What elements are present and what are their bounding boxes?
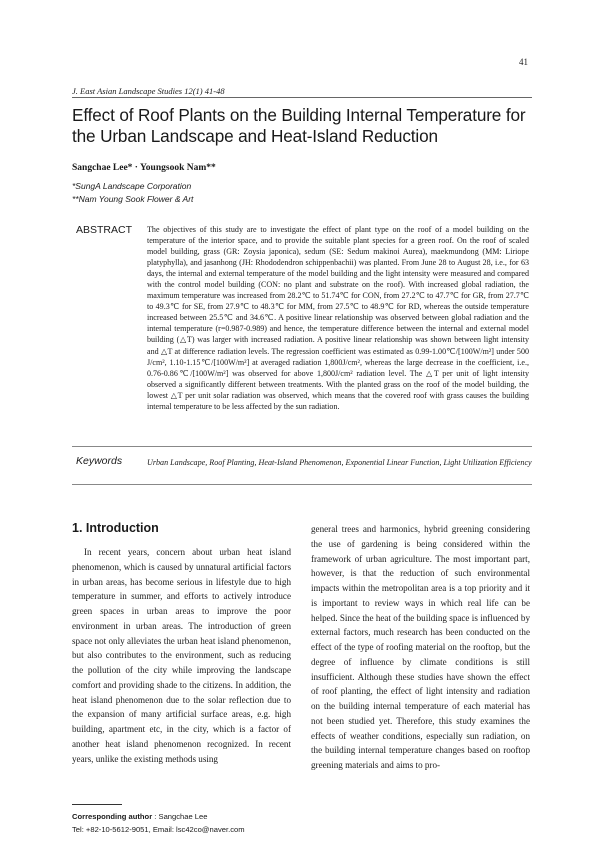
- authors: Sangchae Lee* · Youngsook Nam**: [72, 163, 216, 173]
- corresponding-author-name: Sangchae Lee: [158, 812, 208, 821]
- paper-title: Effect of Roof Plants on the Building Internal Temperature for the Urban Landscape and Heat-Island Reduction: [72, 105, 526, 146]
- contact-info: Tel: +82-10-5612-9051, Email: lsc42co@naver.com: [72, 825, 245, 834]
- keywords-text: Urban Landscape, Roof Planting, Heat-Island Phenomenon, Exponential Linear Function, Light Utilization Efficiency: [147, 458, 532, 467]
- page-number: 41: [519, 57, 528, 67]
- body-column-left: In recent years, concern about urban heat island phenomenon, which is caused by unnatural artificial factors in urban areas, has become serious in lifestyle due to high temperature in summer, and efforts to actively introduce green spaces in urban areas to improve the poor environment in urban areas. The introduction of green space not only alleviates the urban heat island phenomenon, but also contributes to the environment, such as reducing the pollution of the city while improving the landscape comfort and providing shade to the citizens. In addition, the heat island phenomenon due to the solar reflection due to the expansion of many artificial surface areas, e.g. high building, apartment etc, in the city, which is a factor of another heat island phenomenon recognized. In recent years, unlike the existing methods using: [72, 547, 291, 764]
- body-column-right: general trees and harmonics, hybrid greening considering the use of gardening is being considered within the framework of urban agriculture. The most important part, however, is that the reduction of such environmental impacts within the metropolitan area is a top priority and it is important to review ways in which real life can be helped. Since the heat of the building space is influenced by external factors, much research has been conducted on the effect of the type of roofing material on the rooftop, but the degree of influence by climate conditions is still insufficient. Although these studies have shown the effect of roof planting, the effect of light intensity and radiation on the building internal temperature of each material has not been studied yet. Therefore, this study examines the effects of weather conditions, especially sun radiation, on the building internal temperature changes based on rooftop greening materials and aims to pro-: [311, 524, 530, 770]
- affiliation-2: **Nam Young Sook Flower & Art: [72, 194, 194, 204]
- abstract-text: [147, 224, 529, 412]
- corresponding-author-label: Corresponding author: [72, 812, 153, 821]
- affiliation-1: *SungA Landscape Corporation: [72, 181, 192, 191]
- footnote-rule: [72, 804, 122, 805]
- journal-reference: J. East Asian Landscape Studies 12(1) 41-48: [72, 86, 225, 96]
- header-rule: [72, 97, 532, 98]
- abstract-body: The objectives of this study are to investigate the effect of plant type on the roof of a model building on the temperature of the interior space, and to provide the suitable plant species for a green roof. On the roof of scaled model building, grass (GR: Zoysia japonica), sedum (SE: Sedum makinoi Aurea), maekmundong (MM: Liriope platyphylla), and jasanhong (JH: Rhododendron schippenbachii) was planted. From June 28 to August 28, i.e., for 63 days, the internal and external temperature of the model building and the light intensity were measured and compared with the control model building (CON: no plant and substrate on the roof). With increased global radiation, the maximum temperature was increased from 28.2℃ to 51.74℃ for CON, from 27.2℃ to 47.7℃ for GR, from 27.7℃ to 49.3℃ for SE, from 27.9℃ to 48.3℃ for MM, from 27.5℃ to 48.9℃ for RD, whereas the outside temperature increased between 25.5℃ and 34.6℃. A positive linear relationship was observed between global radiation and the internal temperature (r=0.987-0.989) and hence, the temperature difference between the internal and external model building (△T) was larger with increased radiation. A positive linear relationship was shown between light intensity and △T at difference radiation levels. The regression coefficient was estimated as 0.99-1.00℃/[100W/m²] under 500 J/cm², 1.10-1.15℃/[100W/m²] at averaged radiation 1,800J/cm², whereas the large decrease in the coefficient, i.e., 0.76-0.86℃/[100W/m²] was observed for above 1,800J/cm² radiation level. The △T per unit of light intensity observed a significantly different between treatments. With the planted grass on the roof of the model building, the lowest △T per unit solar radiation was observed, which means that the covered roof with grass causes the building internal temperature to be less affected by the sun radiation.: [147, 225, 529, 411]
- corresponding-author: Corresponding author : Sangchae Lee: [72, 812, 208, 821]
- keywords-label: Keywords: [76, 455, 123, 467]
- keywords-rule-bottom: [72, 484, 532, 485]
- section-heading: 1. Introduction: [72, 521, 159, 535]
- keywords-rule-top: [72, 446, 532, 447]
- abstract-label: ABSTRACT: [76, 224, 133, 236]
